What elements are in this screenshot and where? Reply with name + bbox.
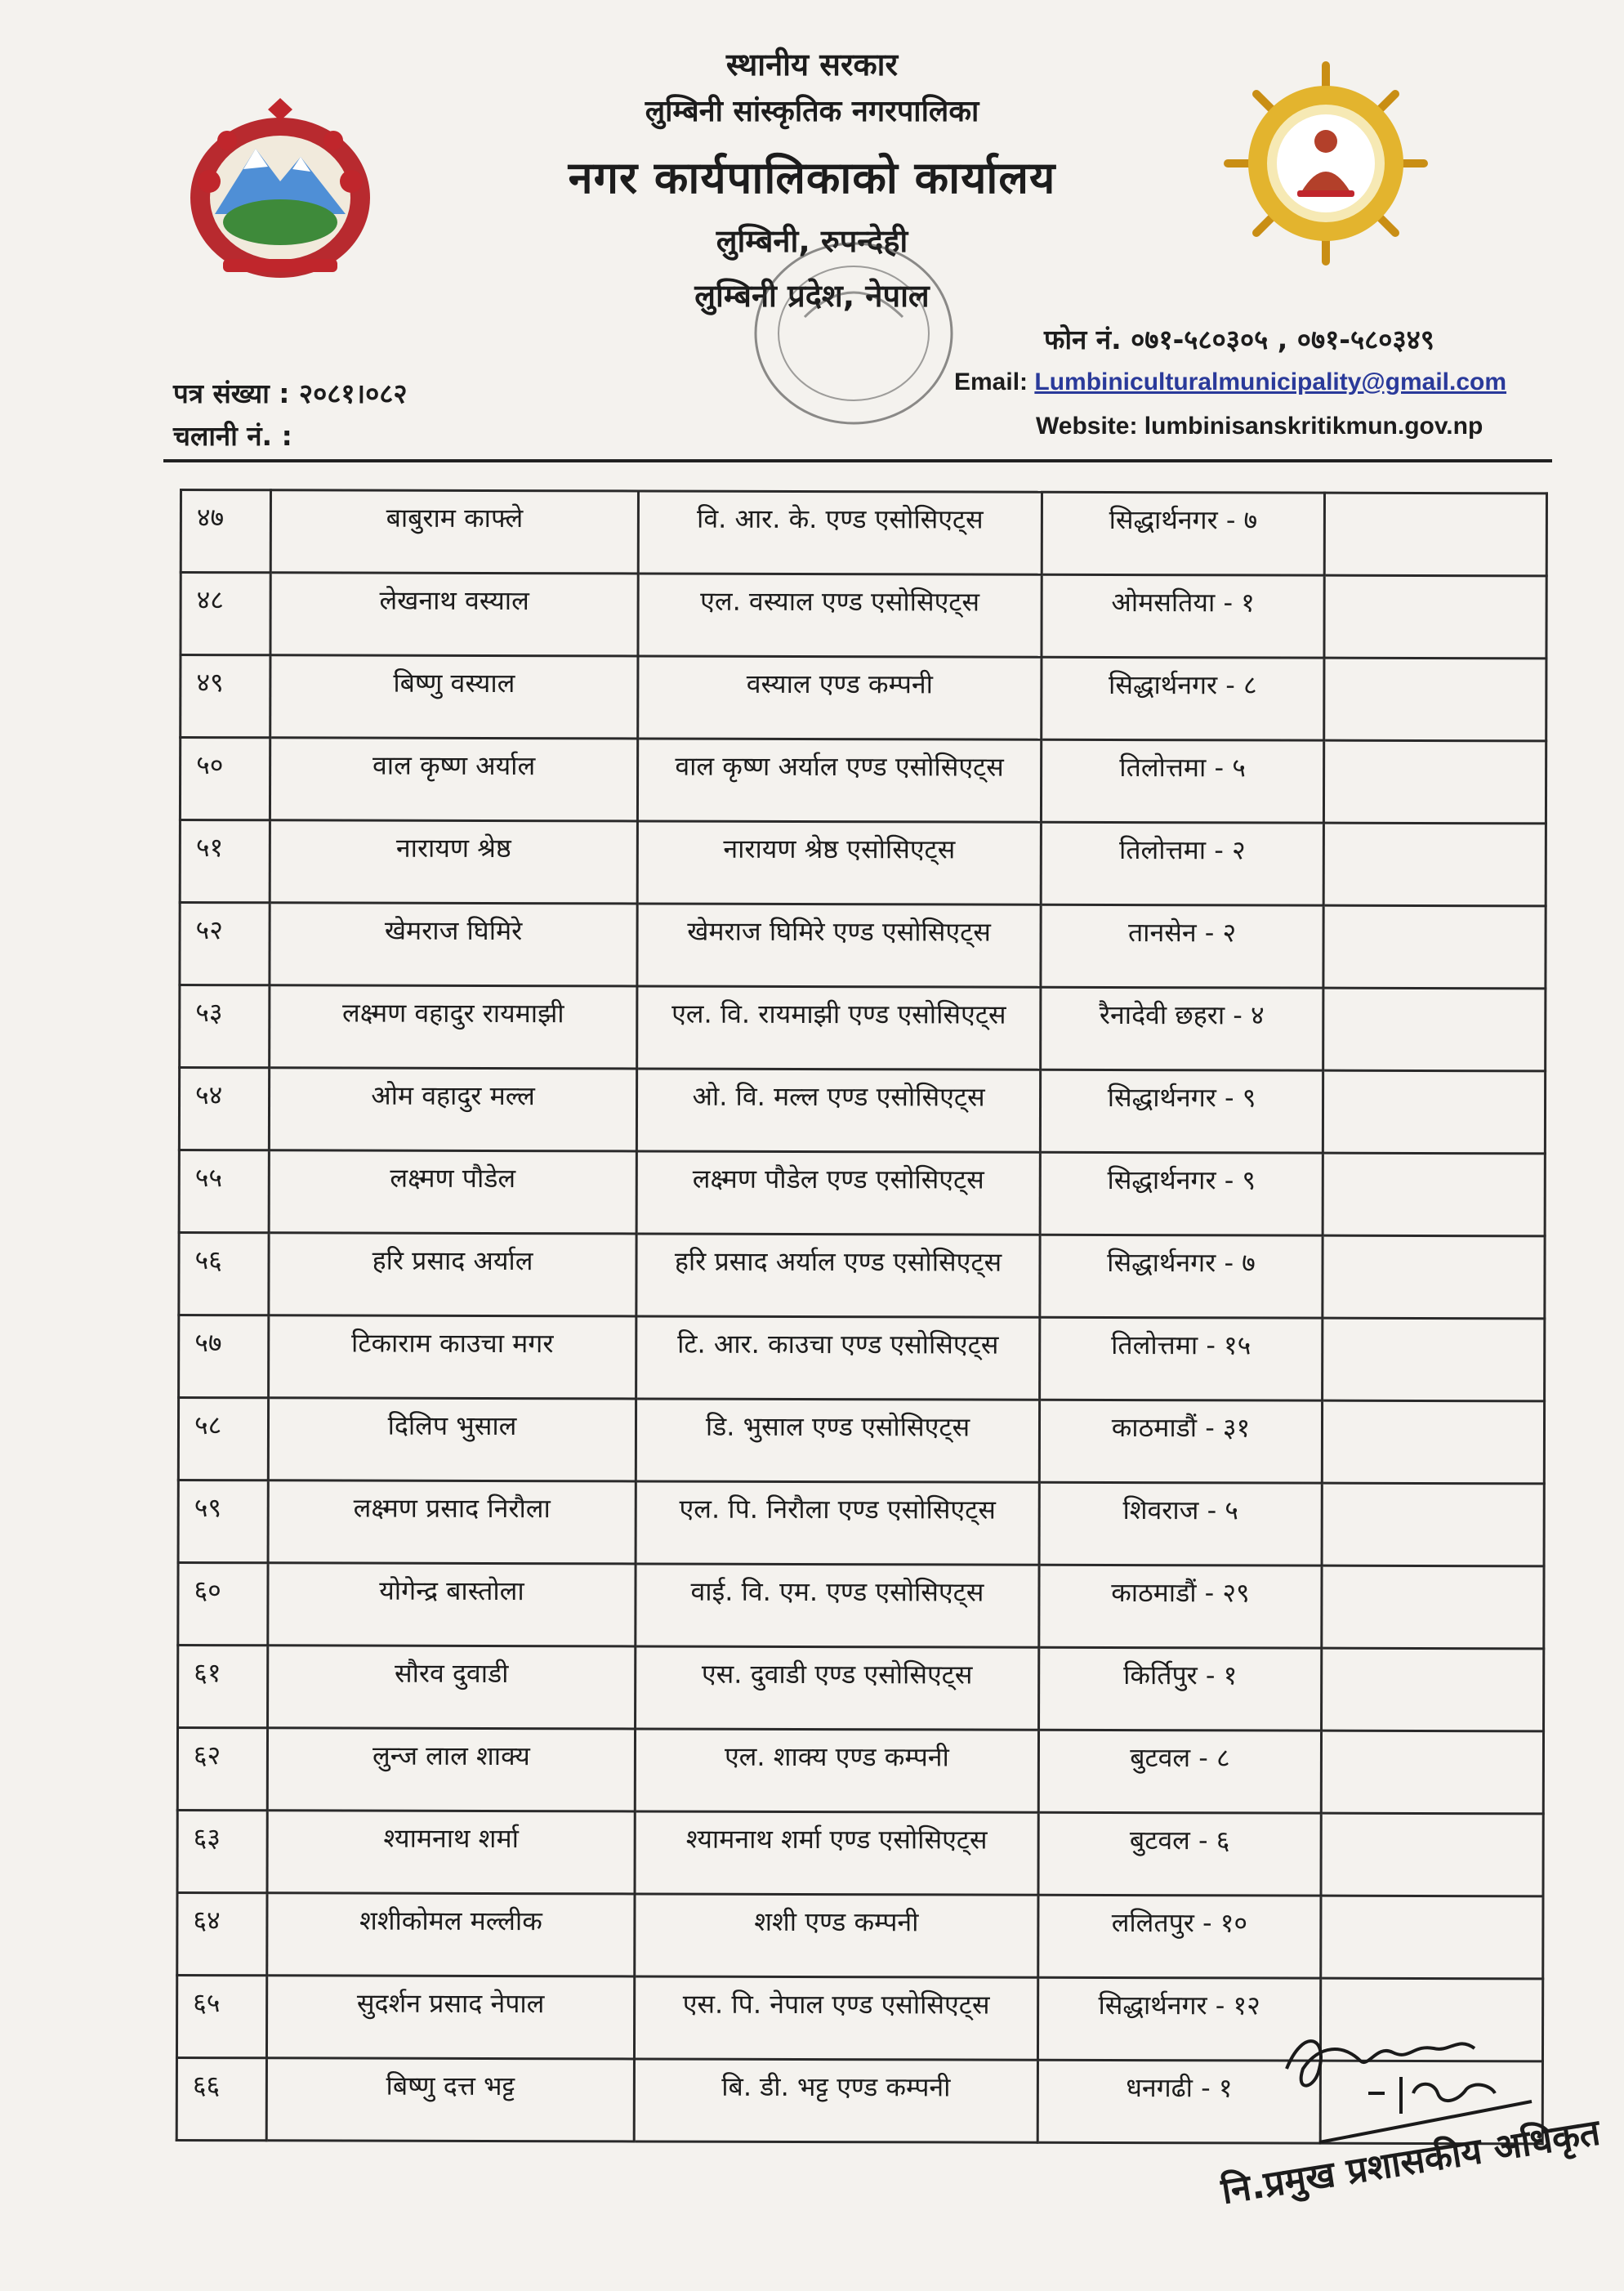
serial-number-cell: ५९: [178, 1480, 268, 1562]
serial-number-cell: ६०: [178, 1562, 268, 1645]
firm-name-cell: वस्याल एण्ड कम्पनी: [638, 656, 1042, 739]
firm-name-cell: एल. पि. निरौला एण्ड एसोसिएट्स: [636, 1481, 1039, 1565]
serial-number-cell: ५३: [180, 985, 270, 1068]
firm-name-cell: खेमराज घिमिरे एण्ड एसोसिएट्स: [637, 904, 1041, 987]
table-row: [178, 1645, 1544, 1731]
firm-name-cell: टि. आर. काउचा एण्ड एसोसिएट्स: [636, 1316, 1040, 1400]
table-row: [177, 1727, 1543, 1813]
remarks-cell: [1322, 1565, 1544, 1649]
serial-number-cell: ६६: [176, 2057, 266, 2140]
address-cell: सिद्धार्थनगर - ७: [1040, 1235, 1323, 1318]
remarks-cell: [1322, 1483, 1544, 1566]
firm-name-cell: लक्ष्मण पौडेल एण्ड एसोसिएट्स: [636, 1151, 1040, 1235]
person-name-cell: बिष्णु वस्याल: [270, 655, 638, 739]
firm-name-cell: हरि प्रसाद अर्याल एण्ड एसोसिएट्स: [636, 1234, 1040, 1317]
serial-number-cell: ४८: [181, 573, 270, 655]
person-name-cell: लेखनाथ वस्याल: [270, 573, 638, 656]
table-row: [178, 1562, 1544, 1648]
firm-name-cell: एल. वस्याल एण्ड एसोसिएट्स: [638, 574, 1042, 657]
letter-reference-number: पत्र संख्या : २०८१।०८२: [173, 377, 408, 409]
person-name-cell: बाबुराम काफ्ले: [270, 490, 638, 574]
serial-number-cell: ६२: [177, 1727, 267, 1810]
remarks-cell: [1324, 493, 1546, 576]
firm-name-cell: वाई. वि. एम. एण्ड एसोसिएट्स: [636, 1564, 1039, 1647]
table-row: [178, 1480, 1544, 1565]
remarks-cell: [1323, 1318, 1545, 1401]
person-name-cell: लक्ष्मण पौडेल: [269, 1150, 636, 1234]
table-row: [179, 1315, 1545, 1401]
serial-number-cell: ६४: [177, 1892, 267, 1975]
person-name-cell: खेमराज घिमिरे: [270, 903, 637, 986]
table-row: [181, 490, 1546, 576]
firm-name-cell: श्यामनाथ शर्मा एण्ड एसोसिएट्स: [635, 1811, 1038, 1895]
person-name-cell: वाल कृष्ण अर्याल: [270, 738, 637, 821]
address-cell: ओमसतिया - १: [1042, 574, 1324, 658]
table-row: [180, 820, 1546, 906]
person-name-cell: लक्ष्मण वहादुर रायमाझी: [270, 985, 637, 1069]
person-name-cell: हरि प्रसाद अर्याल: [269, 1233, 636, 1316]
table-row: [181, 655, 1546, 741]
serial-number-cell: ५२: [180, 903, 270, 985]
firm-name-cell: शशी एण्ड कम्पनी: [635, 1894, 1038, 1977]
remarks-cell: [1324, 575, 1546, 659]
address-cell: सिद्धार्थनगर - १२: [1037, 1977, 1320, 2061]
remarks-cell: [1323, 905, 1546, 989]
firm-name-cell: वाल कृष्ण अर्याल एण्ड एसोसिएट्स: [637, 739, 1041, 822]
person-name-cell: श्यामनाथ शर्मा: [267, 1811, 635, 1894]
address-cell: शिवराज - ५: [1039, 1482, 1322, 1565]
remarks-cell: [1323, 1153, 1545, 1236]
table-row: [179, 1233, 1545, 1319]
address-cell: सिद्धार्थनगर - ७: [1042, 492, 1324, 575]
address-cell: बुटवल - ६: [1038, 1812, 1321, 1896]
office-phone-numbers: फोन नं. ०७१-५८०३०५ , ०७१-५८०३४९: [1044, 324, 1434, 355]
table-row: [177, 1892, 1543, 1978]
serial-number-cell: ४९: [181, 655, 270, 738]
email-row: [954, 368, 1506, 396]
serial-number-cell: ५५: [179, 1150, 269, 1233]
table-row: [179, 1150, 1545, 1236]
firm-name-cell: वि. आर. के. एण्ड एसोसिएट्स: [638, 491, 1042, 574]
serial-number-cell: ५८: [178, 1398, 268, 1480]
header-address-district: लुम्बिनी, रुपन्देही: [716, 223, 908, 259]
person-name-cell: लक्ष्मण प्रसाद निरौला: [268, 1480, 636, 1564]
firm-name-cell: बि. डी. भट्ट एण्ड कम्पनी: [634, 2059, 1037, 2142]
serial-number-cell: ५१: [180, 820, 270, 903]
serial-number-cell: ६५: [176, 1975, 266, 2057]
remarks-cell: [1323, 988, 1546, 1071]
remarks-cell: [1321, 1813, 1543, 1896]
remarks-cell: [1323, 823, 1546, 906]
table-row: [177, 1810, 1543, 1896]
address-cell: काठमाडौं - २९: [1039, 1565, 1322, 1648]
person-name-cell: बिष्णु दत्त भट्ट: [266, 2058, 634, 2141]
remarks-cell: [1322, 1400, 1544, 1484]
table-row: [179, 1068, 1545, 1154]
person-name-cell: शशीकोमल मल्लीक: [267, 1893, 635, 1976]
serial-number-cell: ४७: [181, 490, 270, 573]
serial-number-cell: ६१: [178, 1645, 268, 1727]
firm-name-cell: नारायण श्रेष्ठ एसोसिएट्स: [637, 821, 1041, 904]
remarks-cell: [1324, 658, 1546, 741]
remarks-cell: [1321, 1731, 1543, 1814]
header-office-title: नगर कार्यपालिकाको कार्यालय: [568, 152, 1056, 203]
address-cell: तिलोत्तमा - ५: [1041, 739, 1323, 823]
remarks-cell: [1323, 1070, 1545, 1154]
office-stamp-icon: [731, 219, 976, 440]
firm-name-cell: डि. भुसाल एण्ड एसोसिएट्स: [636, 1399, 1039, 1482]
dharma-wheel-buddha-icon: [1224, 61, 1428, 266]
person-name-cell: दिलिप भुसाल: [268, 1398, 636, 1481]
address-cell: ललितपुर - १०: [1038, 1895, 1321, 1978]
header-address-province: लुम्बिनी प्रदेश, नेपाल: [694, 278, 930, 314]
website-address[interactable]: Website: lumbinisanskritikmun.gov.np: [1036, 413, 1483, 440]
address-cell: सिद्धार्थनगर - ९: [1040, 1070, 1323, 1153]
serial-number-cell: ६३: [177, 1810, 267, 1892]
firm-name-cell: एस. दुवाडी एण्ड एसोसिएट्स: [636, 1646, 1039, 1730]
address-cell: किर्तिपुर - १: [1039, 1647, 1322, 1731]
address-cell: सिद्धार्थनगर - ८: [1042, 657, 1324, 740]
firm-name-cell: एल. शाक्य एण्ड कम्पनी: [635, 1729, 1038, 1812]
serial-number-cell: ५०: [180, 738, 270, 820]
person-name-cell: योगेन्द्र बास्तोला: [268, 1563, 636, 1646]
table-row: [180, 903, 1546, 989]
table-row: [180, 985, 1546, 1071]
table-row: [178, 1398, 1544, 1484]
firm-list-table: [176, 489, 1548, 2145]
remarks-cell: [1321, 1896, 1543, 1979]
person-name-cell: सुदर्शन प्रसाद नेपाल: [266, 1976, 634, 2059]
address-cell: रैनादेवी छहरा - ४: [1041, 987, 1323, 1070]
serial-number-cell: ५६: [179, 1233, 269, 1315]
dispatch-number: चलानी नं. :: [173, 420, 292, 452]
serial-number-cell: ५७: [179, 1315, 269, 1398]
remarks-cell: [1322, 1648, 1544, 1731]
address-cell: बुटवल - ८: [1038, 1730, 1321, 1813]
address-cell: धनगढी - १: [1037, 2060, 1320, 2143]
firm-name-cell: ओ. वि. मल्ल एण्ड एसोसिएट्स: [636, 1069, 1040, 1152]
email-link[interactable]: Lumbiniculturalmunicipality@gmail.com: [1034, 368, 1507, 395]
person-name-cell: नारायण श्रेष्ठ: [270, 820, 637, 904]
address-cell: तिलोत्तमा - १५: [1040, 1317, 1323, 1400]
firm-list-body: [176, 490, 1546, 2144]
firm-name-cell: एल. वि. रायमाझी एण्ड एसोसिएट्स: [637, 986, 1041, 1070]
person-name-cell: टिकाराम काउचा मगर: [269, 1315, 636, 1399]
person-name-cell: ओम वहादुर मल्ल: [269, 1068, 636, 1151]
address-cell: तानसेन - २: [1041, 904, 1323, 988]
header-municipality: लुम्बिनी सांस्कृतिक नगरपालिका: [645, 95, 979, 128]
remarks-cell: [1323, 1235, 1545, 1319]
remarks-cell: [1323, 740, 1546, 824]
address-cell: तिलोत्तमा - २: [1041, 822, 1323, 905]
header-local-government: स्थानीय सरकार: [725, 47, 899, 83]
table-row: [181, 573, 1546, 659]
person-name-cell: लुन्ज लाल शाक्य: [267, 1728, 635, 1811]
address-cell: काठमाडौं - ३१: [1039, 1400, 1322, 1483]
serial-number-cell: ५४: [179, 1068, 269, 1150]
signatory-designation: नि.प्रमुख प्रशासकीय अधिकृत: [1218, 2111, 1604, 2213]
address-cell: सिद्धार्थनगर - ९: [1040, 1152, 1323, 1235]
person-name-cell: सौरव दुवाडी: [268, 1646, 636, 1729]
table-row: [180, 738, 1546, 824]
firm-name-cell: एस. पि. नेपाल एण्ड एसोसिएट्स: [634, 1976, 1037, 2060]
email-label: Email:: [954, 368, 1028, 395]
header-divider: [163, 459, 1552, 462]
